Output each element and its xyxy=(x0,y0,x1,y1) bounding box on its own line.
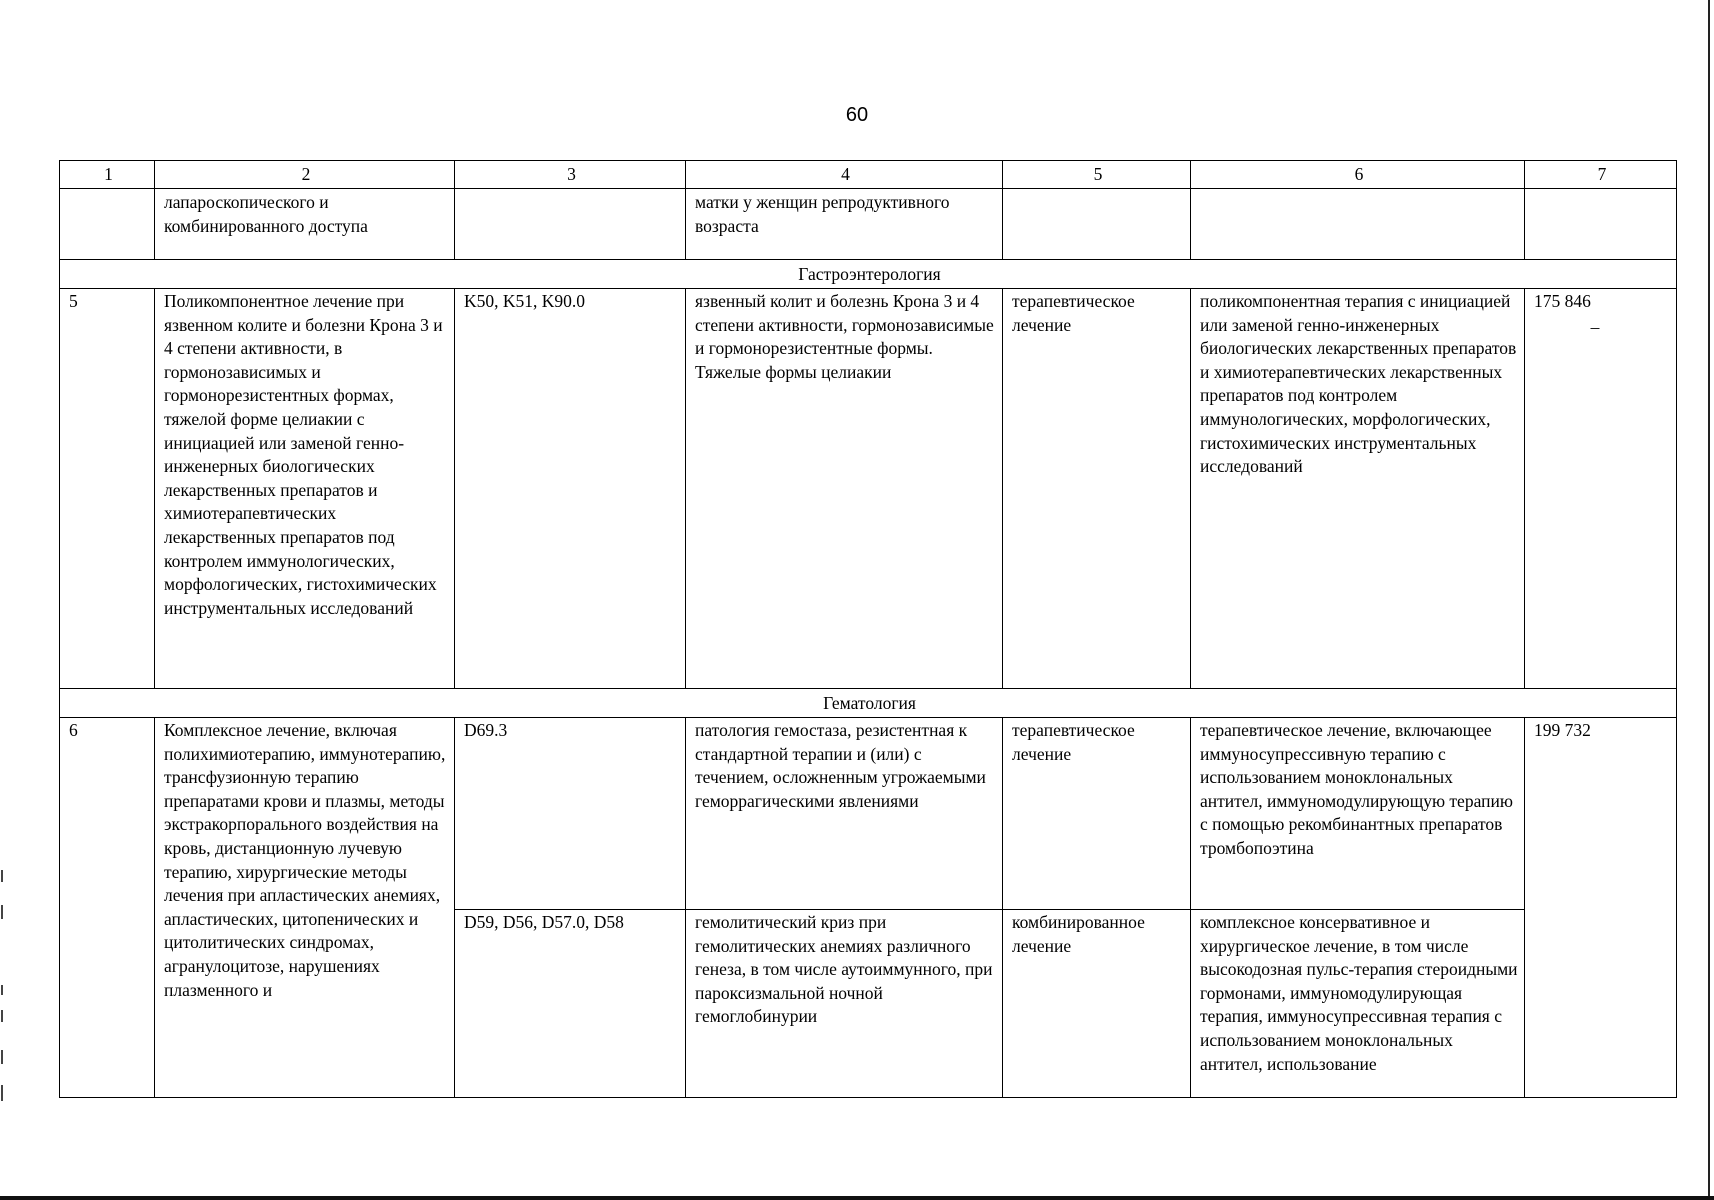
scan-edge-line xyxy=(1708,0,1710,1200)
cell-num: 6 xyxy=(60,718,155,1098)
cell-num xyxy=(60,189,155,260)
cell-name: Поликомпонентное лечение при язвенном колите и болезни Крона 3 и 4 степени активности, в гормонозависимых и гормонорезистентных формах, тяжелой форме целиакии с инициацией или заменой генно-инженерных биологических лекарственных препаратов и химиотерапевтических лекарственных препаратов под контролем иммунологических, морфологических, гистохимических инструментальных исследований xyxy=(155,289,455,689)
cell-model: патология гемостаза, резистентная к стандартной терапии и (или) с течением, осложненным угрожаемыми геморрагическими явлениями xyxy=(686,718,1003,910)
continuation-row xyxy=(60,189,1677,260)
cell-price xyxy=(1525,189,1677,260)
cell-price: 199 732 xyxy=(1525,718,1677,1098)
cell-method xyxy=(1191,189,1525,260)
cell-num: 5 xyxy=(60,289,155,689)
cell-price xyxy=(1525,289,1677,689)
cell-method: поликомпонентная терапия с инициацией или заменой генно-инженерных биологических лекарственных препаратов и химиотерапевтических лекарственных препаратов под контролем иммунологических, морфологических, гистохимических инструментальных исследований xyxy=(1191,289,1525,689)
table-row xyxy=(60,289,1677,689)
cell-model: матки у женщин репродуктивного возраста xyxy=(686,189,1003,260)
cell-type: терапевтическое лечение xyxy=(1003,718,1191,910)
cell-model: гемолитический криз при гемолитических анемиях различного генеза, в том числе аутоиммунного, при пароксизмальной ночной гемоглобинурии xyxy=(686,910,1003,1098)
cell-codes: D69.3 xyxy=(455,718,686,910)
price-value: 175 846 xyxy=(1534,291,1591,311)
column-number: 6 xyxy=(1191,161,1525,189)
column-number: 5 xyxy=(1003,161,1191,189)
cell-type: комбинированное лечение xyxy=(1003,910,1191,1098)
page-number: 60 xyxy=(845,104,869,126)
column-number: 3 xyxy=(455,161,686,189)
cell-type xyxy=(1003,189,1191,260)
cell-type: терапевтическое лечение xyxy=(1003,289,1191,689)
column-number: 4 xyxy=(686,161,1003,189)
section-title-gastroenterology: Гастроэнтерология xyxy=(60,260,1677,289)
section-row xyxy=(60,689,1677,718)
column-number: 2 xyxy=(155,161,455,189)
column-number-row xyxy=(60,161,1677,189)
cell-codes: D59, D56, D57.0, D58 xyxy=(455,910,686,1098)
cell-codes: K50, K51, K90.0 xyxy=(455,289,686,689)
cell-method: терапевтическое лечение, включающее иммуносупрессивную терапию с использованием моноклональных антител, иммуномодулирующую терапию с помощью рекомбинантных препаратов тромбопоэтина xyxy=(1191,718,1525,910)
price-mark: – xyxy=(1590,316,1600,337)
cell-model: язвенный колит и болезнь Крона 3 и 4 степени активности, гормонозависимые и гормонорезистентные формы. Тяжелые формы целиакии xyxy=(686,289,1003,689)
scan-bottom-line xyxy=(0,1196,1714,1200)
cell-method: комплексное консервативное и хирургическое лечение, в том числе высокодозная пульс-терапия стероидными гормонами, иммуномодулирующая терапия, иммуносупрессивная терапия с использованием моноклональных антител, использование xyxy=(1191,910,1525,1098)
cell-name: лапароскопического и комбинированного доступа xyxy=(155,189,455,260)
column-number: 7 xyxy=(1525,161,1677,189)
section-title-hematology: Гематология xyxy=(60,689,1677,718)
section-row xyxy=(60,260,1677,289)
services-table xyxy=(59,160,1677,1098)
cell-codes xyxy=(455,189,686,260)
table-row xyxy=(60,718,1677,910)
column-number: 1 xyxy=(60,161,155,189)
cell-name: Комплексное лечение, включая полихимиотерапию, иммунотерапию, трансфузионную терапию препаратами крови и плазмы, методы экстракорпорального воздействия на кровь, дистанционную лучевую терапию, хирургические методы лечения при апластических анемиях, апластических, цитопенических и цитолитических синдромах, агранулоцитозе, нарушениях плазменного и xyxy=(155,718,455,1098)
